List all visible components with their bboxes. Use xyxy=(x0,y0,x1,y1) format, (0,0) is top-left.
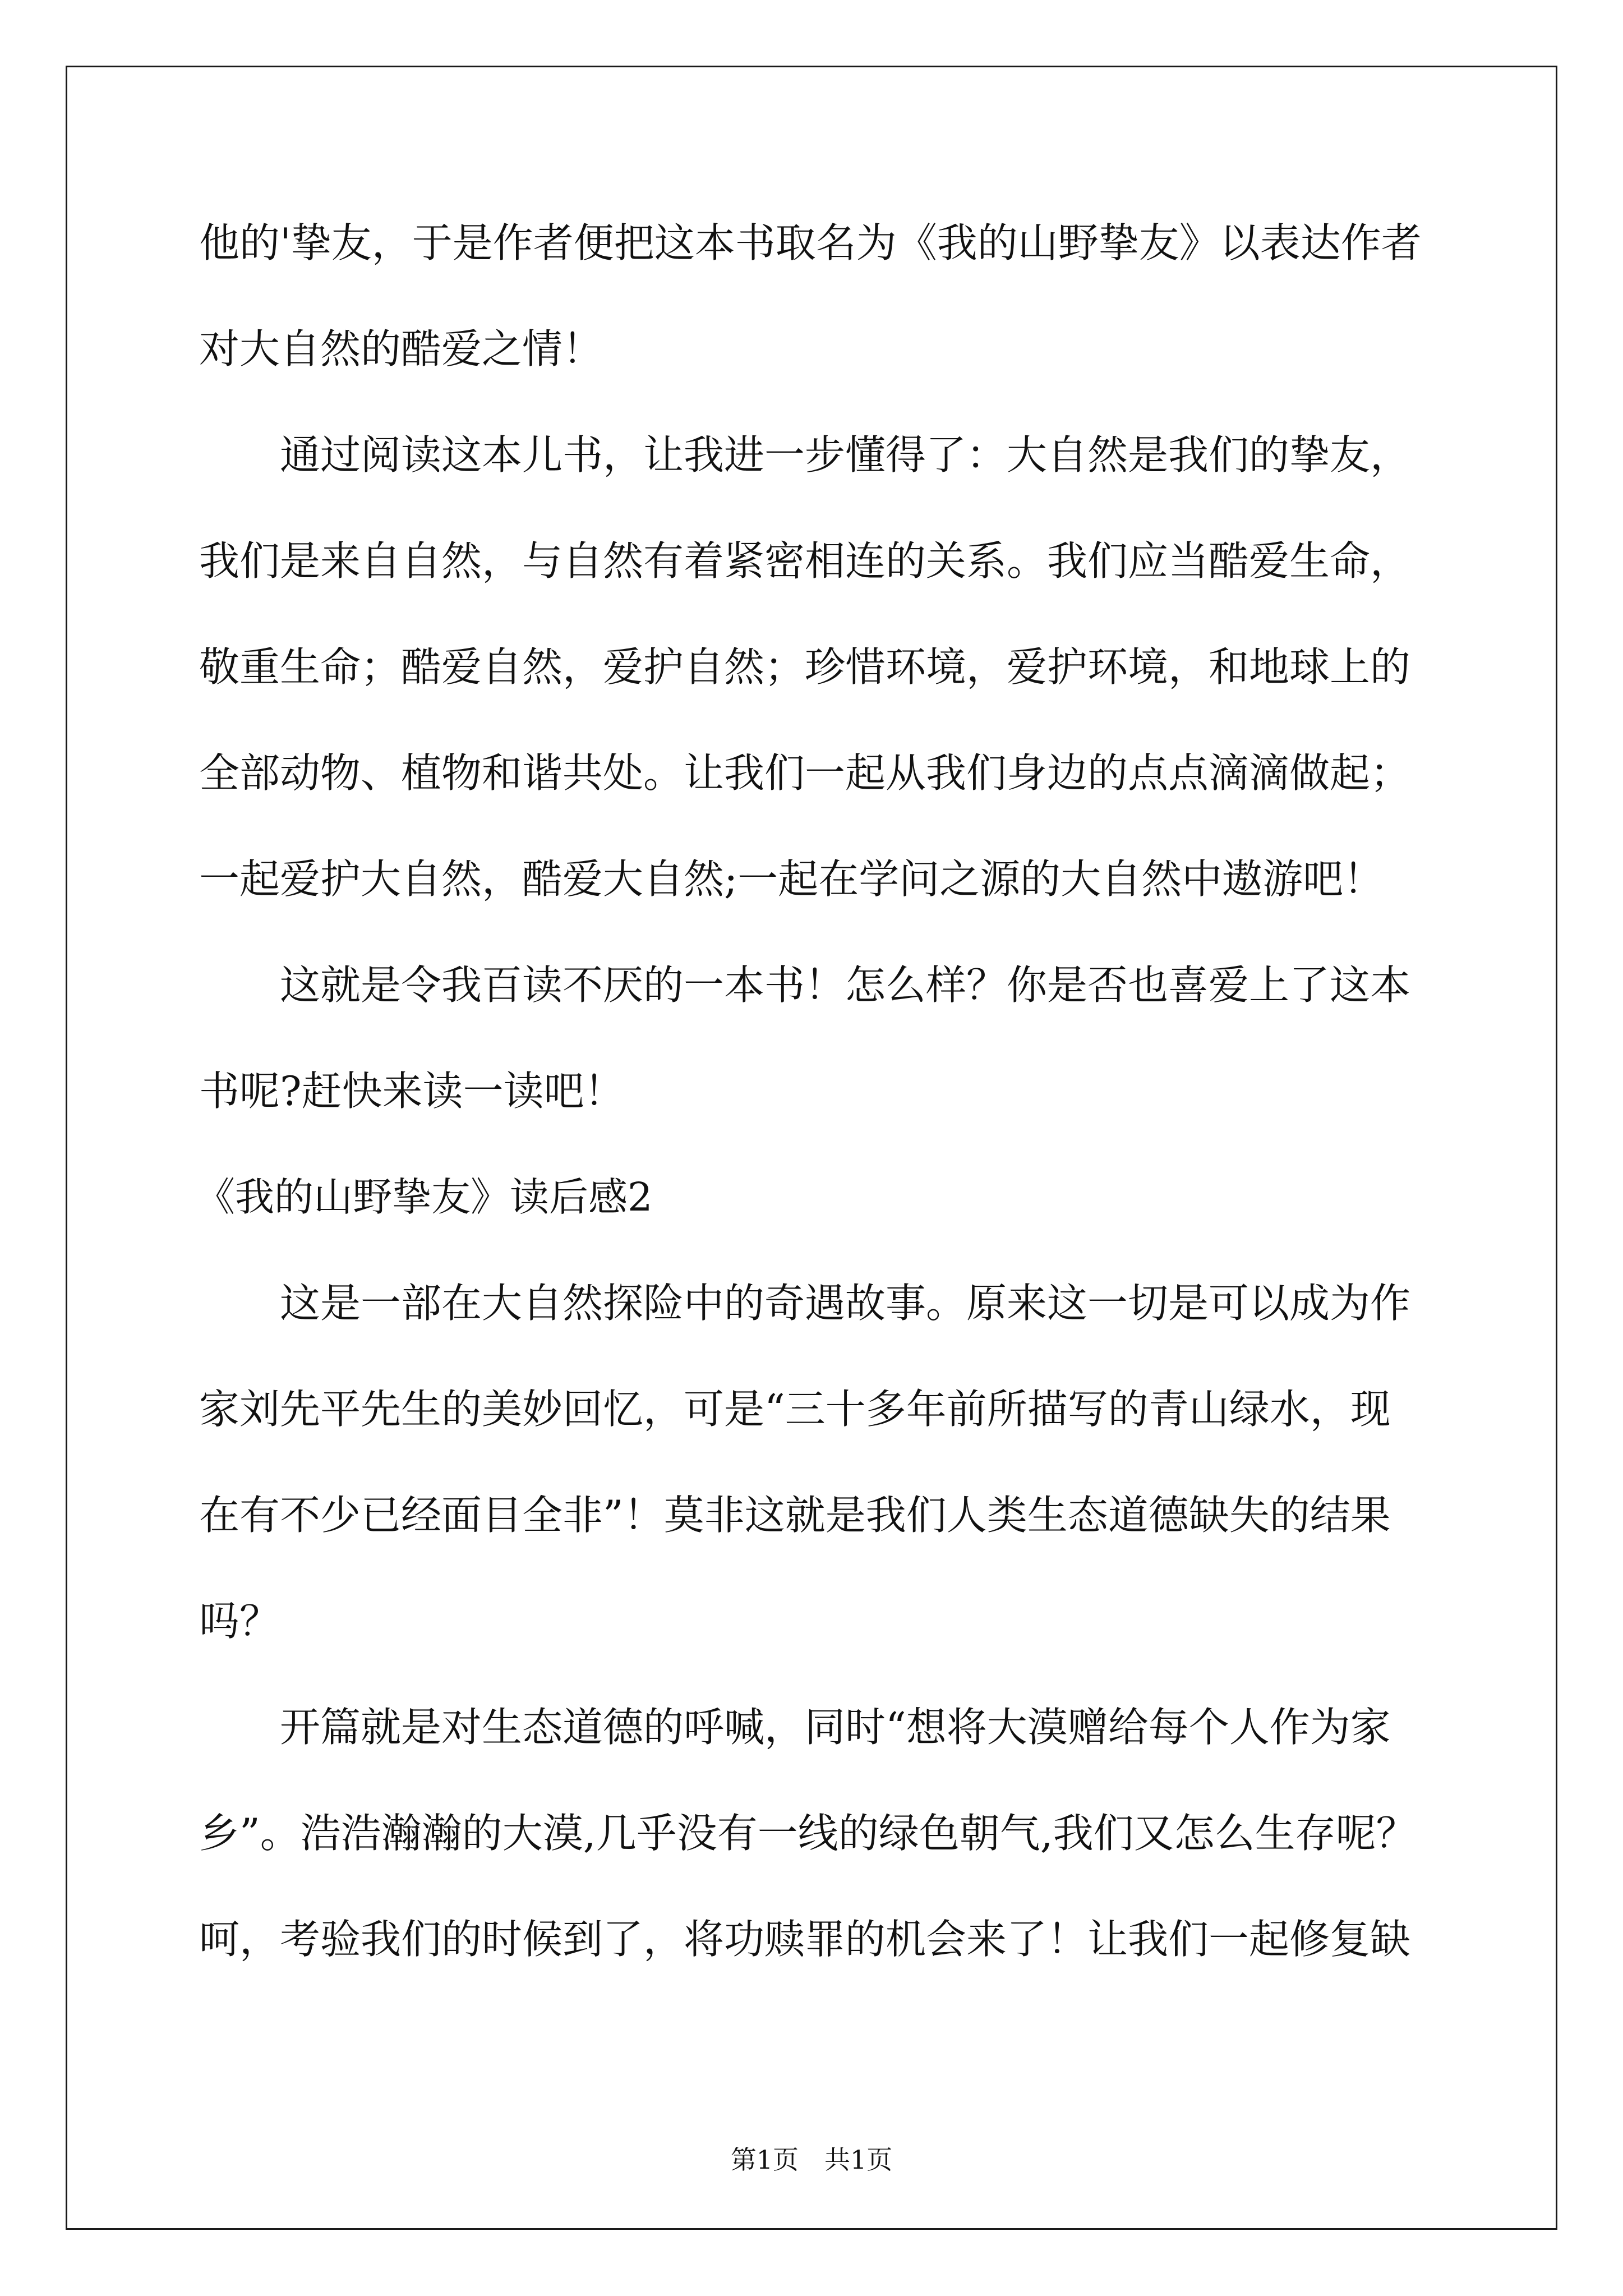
text-line: 书呢?赶快来读一读吧！ xyxy=(199,1068,625,1115)
text-line: 我们是来自自然，与自然有着紧密相连的关系。我们应当酷爱生命， xyxy=(199,537,1411,585)
text-line: 一起爱护大自然，酷爱大自然;一起在学问之源的大自然中遨游吧！ xyxy=(199,855,1384,903)
text-line: 吗？ xyxy=(199,1598,280,1645)
page-footer: 第1页 共1页 xyxy=(730,2145,893,2175)
paragraph-start-line: 这是一部在大自然探险中的奇遇故事。原来这一切是可以成为作 xyxy=(280,1280,1411,1327)
text-line: 全部动物、植物和谐共处。让我们一起从我们身边的点点滴滴做起； xyxy=(199,749,1411,797)
text-line: 他的'挚友，于是作者便把这本书取名为《我的山野挚友》以表达作者 xyxy=(199,219,1422,266)
paragraph-start-line: 通过阅读这本儿书，让我进一步懂得了：大自然是我们的挚友， xyxy=(280,431,1411,478)
text-line: 对大自然的酷爱之情！ xyxy=(199,325,603,372)
text-line: 家刘先平先生的美妙回忆，可是“三十多年前所描写的青山绿水，现 xyxy=(199,1386,1391,1433)
paragraph-start-line: 这就是令我百读不厌的一本书！怎么样？你是否也喜爱上了这本 xyxy=(280,961,1411,1009)
document-body xyxy=(196,216,1427,2018)
section-heading: 《我的山野挚友》读后感2 xyxy=(196,1174,653,1220)
text-line: 呵，考验我们的时候到了，将功赎罪的机会来了！让我们一起修复缺 xyxy=(199,1916,1411,1963)
paragraph-start-line: 开篇就是对生态道德的呼喊，同时“想将大漠赠给每个人作为家 xyxy=(280,1704,1391,1751)
text-line: 乡”。浩浩瀚瀚的大漠,几乎没有一线的绿色朝气,我们又怎么生存呢？ xyxy=(199,1810,1417,1857)
text-line: 在有不少已经面目全非”！莫非这就是我们人类生态道德缺失的结果 xyxy=(199,1492,1391,1539)
text-line: 敬重生命；酷爱自然，爱护自然；珍惜环境，爱护环境，和地球上的 xyxy=(199,643,1411,691)
